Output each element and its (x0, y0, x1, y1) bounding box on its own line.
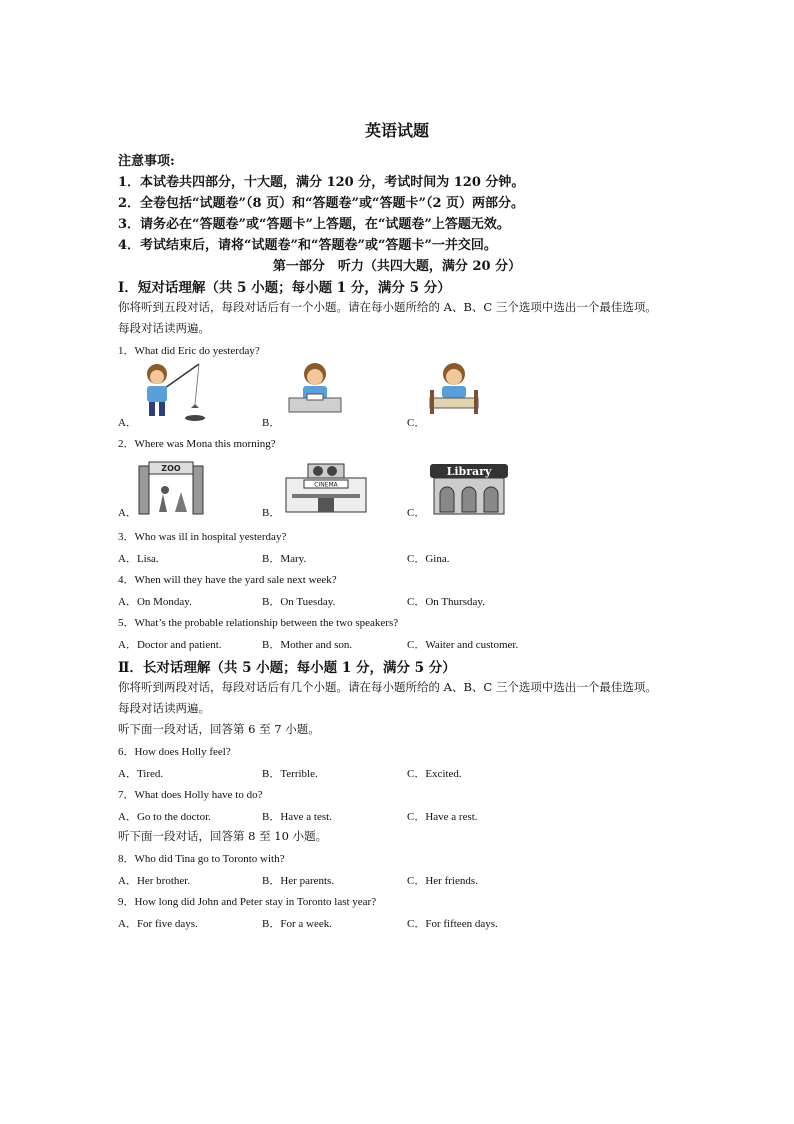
option-b: B．Mary. (262, 553, 307, 565)
section1-instructions: 你将听到五段对话，每段对话后有一个小题。请在每小题所给的 A、B、C 三个选项中选出一个最佳选项。 (118, 300, 657, 314)
section2-instructions-2: 每段对话读两遍。 (118, 701, 210, 715)
option-label-c: C． (407, 417, 426, 429)
option-label-b: B． (262, 507, 281, 519)
note-item: 2．全卷包括“试题卷”（8 页）和“答题卷”或“答题卡”（2 页）两部分。 (118, 196, 525, 211)
option-a: A．On Monday. (118, 596, 192, 608)
section2-title: Ⅱ．长对话理解（共 5 小题；每小题 1 分，满分 5 分） (118, 660, 456, 676)
note-item: 3．请务必在“答题卷”或“答题卡”上答题，在“试题卷”上答题无效。 (118, 217, 510, 232)
question-6: 6．How does Holly feel? (118, 746, 231, 758)
zoo-gate-image (135, 456, 207, 516)
option-b: B．Her parents. (262, 875, 335, 887)
zoo-sign: ZOO (161, 464, 181, 473)
question-5: 5．What’s the probable relationship between the two speakers? (118, 617, 399, 629)
option-a: A．Go to the doctor. (118, 811, 211, 823)
option-c: C．Gina. (407, 553, 450, 565)
boy-at-desk-image (285, 360, 345, 418)
option-c: C．Have a rest. (407, 811, 478, 823)
cinema-building-image (282, 460, 370, 514)
section2-instructions: 你将听到两段对话，每段对话后有几个小题。请在每小题所给的 A、B、C 三个选项中选出一个最佳选项。 (118, 680, 657, 694)
question-2: 2．Where was Mona this morning? (118, 438, 276, 450)
option-a: A．Tired. (118, 768, 164, 780)
option-a: A．For five days. (118, 918, 198, 930)
option-c: C．Her friends. (407, 875, 478, 887)
part1-title: 第一部分 听力（共四大题，满分 20 分） (272, 259, 522, 274)
option-b: B．Terrible. (262, 768, 318, 780)
question-1: 1．What did Eric do yesterday? (118, 345, 260, 357)
section1-title: Ⅰ．短对话理解（共 5 小题；每小题 1 分，满分 5 分） (118, 280, 451, 296)
option-b: B．Mother and son. (262, 639, 353, 651)
notes-heading: 注意事项: (118, 154, 175, 169)
option-c: C．Waiter and customer. (407, 639, 519, 651)
question-7: 7．What does Holly have to do? (118, 789, 263, 801)
question-8: 8．Who did Tina go to Toronto with? (118, 853, 285, 865)
option-a: A．Lisa. (118, 553, 159, 565)
note-item: 1．本试卷共四部分，十大题，满分 120 分，考试时间为 120 分钟。 (118, 175, 525, 190)
section1-instructions-2: 每段对话读两遍。 (118, 321, 210, 335)
question-3: 3．Who was ill in hospital yesterday? (118, 531, 287, 543)
library-sign: Library (446, 465, 492, 478)
cinema-sign: CINEMA (314, 481, 338, 489)
option-c: C．Excited. (407, 768, 462, 780)
option-label-c: C． (407, 507, 426, 519)
dialogue-lead-2: 听下面一段对话，回答第 8 至 10 小题。 (118, 829, 328, 843)
library-building-image (426, 458, 512, 516)
option-b: B．For a week. (262, 918, 332, 930)
question-4: 4．When will they have the yard sale next week? (118, 574, 337, 586)
option-b: B．Have a test. (262, 811, 332, 823)
page-title: 英语试题 (364, 121, 429, 140)
option-label-a: A． (118, 417, 137, 429)
option-label-a: A． (118, 507, 137, 519)
option-label-b: B． (262, 417, 281, 429)
option-a: A．Doctor and patient. (118, 639, 222, 651)
option-b: B．On Tuesday. (262, 596, 336, 608)
boy-in-bed-image (428, 360, 480, 418)
question-9: 9．How long did John and Peter stay in Toronto last year? (118, 896, 377, 908)
note-item: 4．考试结束后，请将“试题卷”和“答题卷”或“答题卡”一并交回。 (118, 238, 497, 253)
fishing-boy-image (135, 358, 205, 424)
option-c: C．On Thursday. (407, 596, 485, 608)
dialogue-lead-1: 听下面一段对话，回答第 6 至 7 小题。 (118, 722, 320, 736)
option-a: A．Her brother. (118, 875, 191, 887)
option-c: C．For fifteen days. (407, 918, 498, 930)
